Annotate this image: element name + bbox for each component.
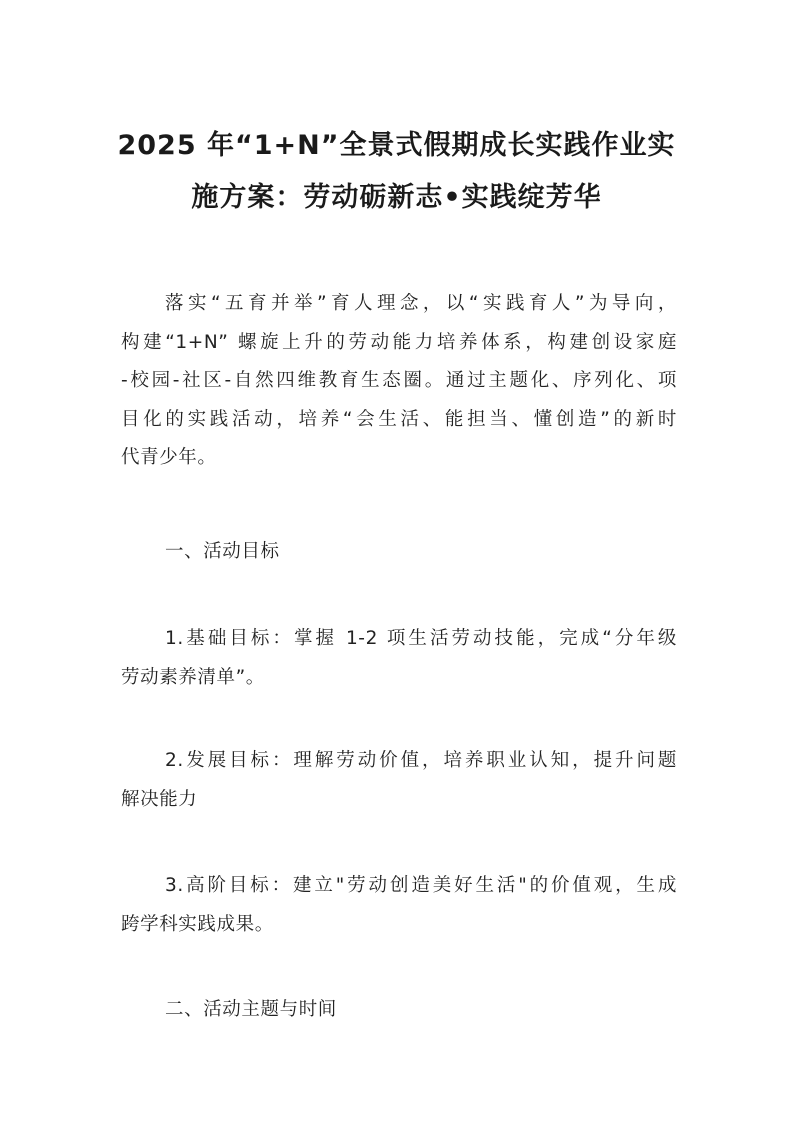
intro-line-1: 落实“五育并举”育人理念，以“实践育人”为导向， [165,293,677,314]
intro-line-2: 构建“1+N” 螺旋上升的劳动能力培养体系，构建创设家庭 [121,331,677,353]
goal1-line-2: 劳动素养清单”。 [121,666,265,688]
section1-heading-text: 一、活动目标 [165,541,280,562]
intro-line-5: 代青少年。 [121,447,217,469]
goal3-paragraph [121,867,677,944]
goal1-line-1: 1.基础目标：掌握 1-2 项生活劳动技能，完成“分年级 [165,628,677,649]
intro-paragraph [121,285,677,478]
goal3-line-1: 3.高阶目标：建立"劳动创造美好生活"的价值观，生成 [165,875,677,896]
section2-heading-text: 二、活动主题与时间 [165,999,337,1020]
goal3-line-2: 跨学科实践成果。 [121,913,274,935]
goal2-line-2: 解决能力 [121,788,198,810]
intro-line-3: -校园-社区-自然四维教育生态圈。通过主题化、序列化、项 [121,370,677,392]
goal2-paragraph [121,742,677,819]
title-line-1: 2025 年“1+N”全景式假期成长实践作业实 [117,130,676,161]
title-line-2: 施方案：劳动砺新志•实践绽芳华 [191,182,602,213]
section1-heading [121,533,677,572]
intro-line-4: 目化的实践活动，培养“会生活、能担当、懂创造”的新时 [121,408,677,430]
document-title [100,120,693,224]
goal2-line-1: 2.发展目标：理解劳动价值，培养职业认知，提升问题 [165,750,677,771]
section2-heading [121,991,677,1030]
goal1-paragraph [121,620,677,697]
